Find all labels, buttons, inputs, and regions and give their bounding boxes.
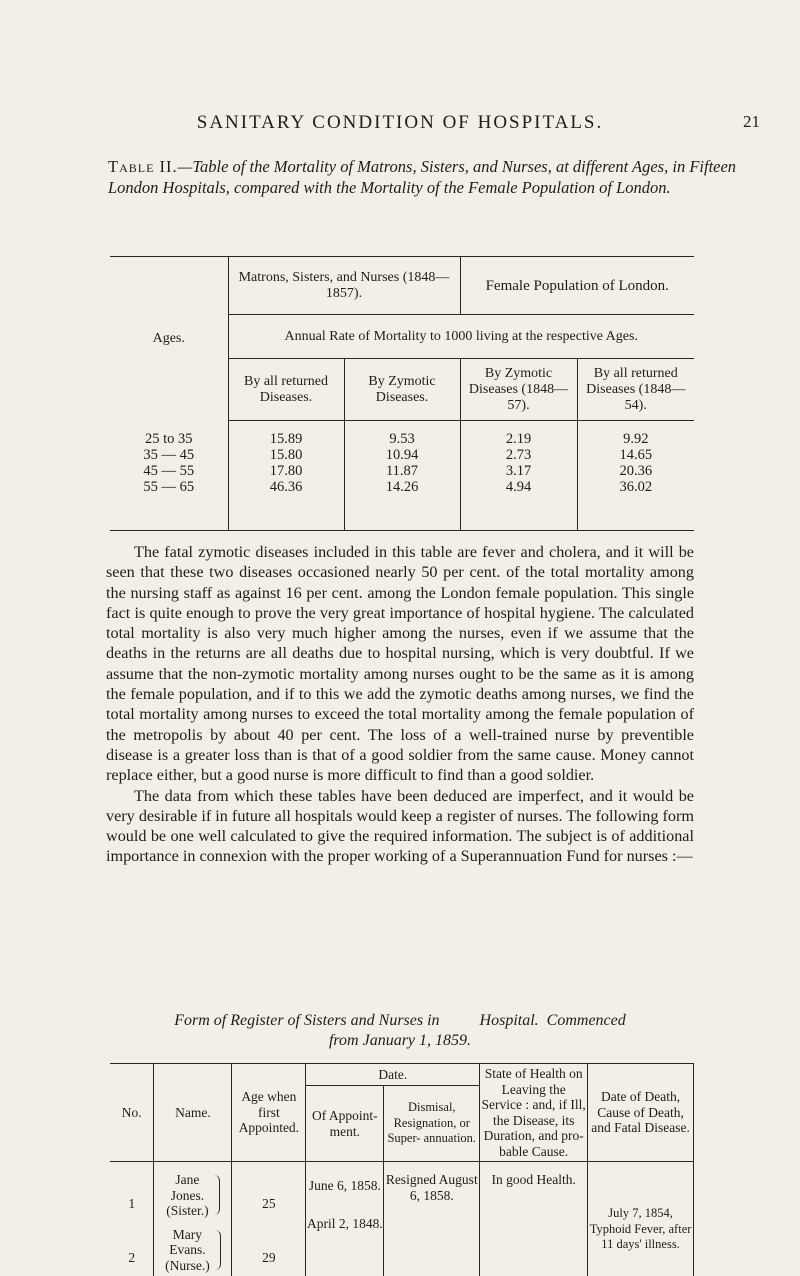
running-title: SANITARY CONDITION OF HOSPITALS.: [196, 112, 604, 133]
no-column: [110, 1162, 154, 1276]
form-title-line: Form of Register of Sisters and Nurses in Hospital. Commenced: [174, 1012, 626, 1029]
age-header: Age when first Appointed.: [232, 1064, 306, 1162]
table-cell: 15.80: [269, 447, 303, 463]
paragraph: The data from which these tables have been deduced are imperfect, and it would be very desirable if in future all hospitals would keep a register of nurses. The following form would be one well calculated to give the required information. The subject is of additional importance in connexion with the proper working of a Superannuation Fund for nurses :—: [106, 786, 694, 866]
dismissal-column: [384, 1162, 480, 1276]
all-nurses-column: [228, 421, 344, 531]
age-row: 25 to 35: [144, 430, 193, 447]
appointed-value: June 6, 1858.: [308, 1178, 381, 1193]
name-line: Mary: [172, 1226, 203, 1242]
table-cell: 9.53: [389, 431, 415, 447]
no-header: No.: [110, 1064, 154, 1162]
col-header-all-nurses: By all returned Diseases.: [228, 359, 344, 421]
death-column: [588, 1162, 694, 1276]
health-value: In good Health.: [491, 1172, 576, 1187]
table-cell: 2.73: [505, 447, 532, 463]
appointed-value: April 2, 1848.: [306, 1215, 383, 1231]
table-cell: 11.87: [385, 463, 419, 479]
brace-icon: [214, 1230, 221, 1270]
zymotic-female-column: [460, 421, 577, 531]
table-caption: [108, 156, 756, 198]
date-header: Date.: [306, 1064, 480, 1086]
death-value: July 7, 1854, Typhoid Fever, after 11 days' illness.: [589, 1206, 692, 1251]
age-row: 35 — 45: [143, 446, 195, 463]
table-label: Table II.: [108, 157, 178, 176]
table-cell: 17.80: [269, 463, 303, 479]
row-number: 2: [128, 1249, 136, 1265]
all-female-column: [577, 421, 694, 531]
age-row: 45 — 55: [143, 462, 195, 479]
age-value: 29: [262, 1249, 276, 1265]
age-row: 55 — 65: [143, 478, 195, 495]
table-caption-text: —Table of the Mortality of Matrons, Sisters, and Nurses, at different Ages, in Fifteen London Hospitals, compared with the Mortality of the Female Population of London.: [108, 157, 737, 197]
table-cell: 15.89: [269, 431, 303, 447]
table-cell: 46.36: [269, 479, 303, 495]
name-line: Jane: [175, 1172, 200, 1187]
table-cell: 3.17: [505, 463, 532, 479]
table-cell: 9.92: [623, 431, 649, 447]
col-header-zymotic-nurses: By Zymotic Diseases.: [344, 359, 460, 421]
age-column: [232, 1162, 306, 1276]
brace-icon: [213, 1175, 220, 1215]
table-cell: 20.36: [619, 463, 653, 479]
table-cell: 4.94: [505, 479, 532, 495]
table-cell: 2.19: [505, 431, 532, 447]
col-header-zymotic-female: By Zymotic Diseases (1848—57).: [460, 359, 577, 421]
zymotic-nurses-column: [344, 421, 460, 531]
table-cell: 14.65: [619, 447, 653, 463]
page-number: 21: [743, 112, 760, 131]
paragraph: The fatal zymotic diseases included in this table are fever and cholera, and it will be seen that these two diseases occasioned nearly 50 per cent. of the total mortality among the nursing staff as against 16 per cent. among the London female population. This single fact is quite enough to prove the very great importance of hospital hygiene. The calculated total mortality is also very much higher among the nurses, even if we assume that the deaths in the returns are all deaths due to hospital nursing, which is very doubtful. If we assume that the non-zymotic mortality among nurses ought to be the same as it is among the female population, and if to this we add the zymotic deaths among nurses, we find the total mortality among nurses to exceed the total mortality among the female population of the metropolis by about 40 per cent. The loss of a well-trained nurse by preventible disease is a greater loss than is that of a good soldier from the same cause. Money cannot replace either, but a good nurse is more difficult to find than a good soldier.: [106, 543, 694, 785]
name-line: (Sister.): [166, 1203, 209, 1218]
death-header: Date of Death, Cause of Death, and Fatal Disease.: [588, 1064, 694, 1162]
body-text: [106, 542, 694, 867]
form-title-line: from January 1, 1859.: [328, 1032, 472, 1049]
age-value: 25: [262, 1196, 276, 1211]
table-cell: 36.02: [619, 479, 653, 495]
health-header: State of Health on Leaving the Service : and, if Ill, the Disease, its Duration, and pro- bable Cause.: [480, 1064, 588, 1162]
name-line: Jones.: [170, 1187, 205, 1203]
row-number: 1: [128, 1196, 136, 1211]
female-group-header: Female Population of London.: [460, 257, 694, 315]
table-cell: 14.26: [385, 479, 419, 495]
name-column: [154, 1162, 232, 1276]
dismissal-header: Dismisal, Resignation, or Super- annuation.: [384, 1086, 480, 1162]
dismissal-value: Resigned August 6, 1858.: [385, 1172, 478, 1203]
mortality-table: [110, 256, 694, 531]
appointed-column: [306, 1162, 384, 1276]
appoint-header: Of Appoint- ment.: [306, 1086, 384, 1162]
col-header-all-female: By all returned Diseases (1848—54).: [577, 359, 694, 421]
rate-header: Annual Rate of Mortality to 1000 living at the respective Ages.: [228, 315, 694, 359]
health-column: [480, 1162, 588, 1276]
name-line: (Nurse.): [165, 1257, 210, 1273]
name-line: Evans.: [169, 1242, 206, 1257]
name-header: Name.: [154, 1064, 232, 1162]
table-cell: 10.94: [385, 447, 419, 463]
ages-header: Ages.: [110, 257, 228, 421]
age-column: [110, 421, 228, 531]
form-title: [120, 1011, 680, 1051]
register-table: [110, 1063, 694, 1276]
nurses-group-header: Matrons, Sisters, and Nurses (1848—1857).: [228, 257, 460, 315]
